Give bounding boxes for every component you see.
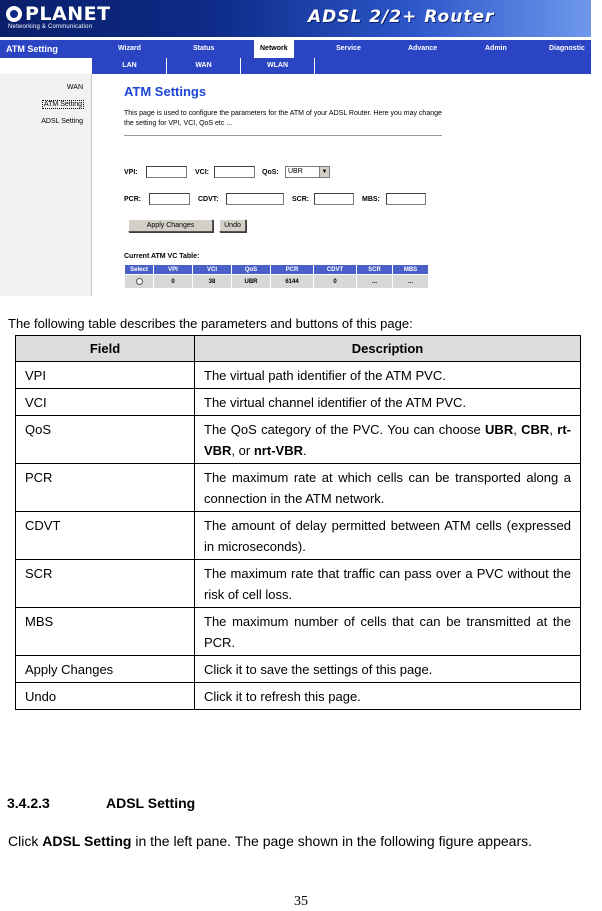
table-row: [16, 464, 581, 512]
vc-select-cell: [125, 275, 154, 289]
page-number: 35: [294, 894, 308, 909]
field-cell: QoS: [16, 416, 195, 464]
vc-vci-cell: 38: [193, 275, 232, 289]
menu-diagnostic[interactable]: Diagnostic: [549, 45, 585, 52]
vc-mbs-cell: ...: [393, 275, 429, 289]
qos-option-ubr: UBR: [485, 422, 514, 437]
field-cell: Apply Changes: [16, 656, 195, 683]
vc-table-header: [125, 265, 429, 275]
field-cell: VCI: [16, 389, 195, 416]
vc-table-title: Current ATM VC Table:: [124, 253, 200, 260]
menu-wizard[interactable]: Wizard: [118, 45, 141, 52]
vc-table: [124, 264, 429, 289]
table-row: [16, 560, 581, 608]
current-page-label: ATM Setting: [6, 44, 58, 54]
field-cell: CDVT: [16, 512, 195, 560]
table-row: [16, 362, 581, 389]
vc-pcr-cell: 6144: [271, 275, 314, 289]
qos-option-nrt-vbr: nrt-VBR: [253, 443, 303, 458]
table-row: [16, 608, 581, 656]
menu-status[interactable]: Status: [193, 45, 215, 52]
select-radio[interactable]: [136, 278, 143, 285]
vc-header-select: Select: [125, 265, 154, 275]
router-banner: [0, 0, 591, 37]
vpi-label: VPI:: [124, 169, 138, 176]
vc-header-qos: QoS: [232, 265, 271, 275]
body-emphasis: ADSL Setting: [42, 833, 132, 849]
section-number: 3.4.2.3: [7, 795, 50, 811]
qos-option-rt-vbr: rt-VBR: [204, 422, 571, 458]
description-cell: Click it to refresh this page.: [195, 683, 581, 710]
field-cell: Undo: [16, 683, 195, 710]
vc-header-mbs: MBS: [393, 265, 429, 275]
field-cell: PCR: [16, 464, 195, 512]
main-menu: [0, 40, 591, 58]
submenu-wan[interactable]: WAN: [167, 58, 241, 74]
planet-logo-icon: [6, 6, 22, 22]
scr-input[interactable]: [314, 193, 354, 205]
cdvt-label: CDVT:: [198, 196, 219, 203]
chevron-down-icon[interactable]: ▼: [319, 167, 329, 177]
cdvt-input[interactable]: [226, 193, 284, 205]
logo-tagline: Networking & Communication: [8, 24, 93, 30]
page-title: ATM Settings: [124, 84, 207, 99]
table-intro: The following table describes the parameters and buttons of this page:: [8, 316, 413, 331]
qos-label: QoS:: [262, 169, 279, 176]
page-description: This page is used to configure the parameters for the ATM of your ADSL Router. Here you may change the setting for VPI, VCI, QoS etc ...: [124, 110, 442, 127]
vci-input[interactable]: [214, 166, 255, 178]
vc-header-scr: SCR: [357, 265, 393, 275]
description-header: Description: [195, 336, 581, 362]
table-row: [16, 656, 581, 683]
vc-scr-cell: ...: [357, 275, 393, 289]
menu-service[interactable]: Service: [336, 45, 361, 52]
sidebar-item-adsl-setting[interactable]: ADSL Setting: [41, 118, 83, 125]
table-row: [16, 389, 581, 416]
submenu-wlan[interactable]: WLAN: [241, 58, 315, 74]
description-cell: The maximum rate at which cells can be transported along a connection in the ATM network.: [195, 464, 581, 512]
vpi-input[interactable]: [146, 166, 187, 178]
field-header: Field: [16, 336, 195, 362]
description-cell: The virtual channel identifier of the ATM PVC.: [195, 389, 581, 416]
pcr-input[interactable]: [149, 193, 190, 205]
description-cell: The QoS category of the PVC. You can choose UBR, CBR, rt-VBR, or nrt-VBR.: [195, 416, 581, 464]
scr-label: SCR:: [292, 196, 310, 203]
pcr-label: PCR:: [124, 196, 142, 203]
description-cell: The maximum number of cells that can be transmitted at the PCR.: [195, 608, 581, 656]
description-cell: Click it to save the settings of this page.: [195, 656, 581, 683]
logo-text: PLANET: [25, 3, 111, 25]
vc-header-vci: VCI: [193, 265, 232, 275]
field-cell: VPI: [16, 362, 195, 389]
vc-qos-cell: UBR: [232, 275, 271, 289]
vc-vpi-cell: 0: [154, 275, 193, 289]
section-title: ADSL Setting: [106, 795, 196, 811]
table-row: [16, 416, 581, 464]
undo-button[interactable]: Undo: [219, 219, 246, 232]
vci-label: VCI:: [195, 169, 209, 176]
qos-select[interactable]: [285, 166, 330, 178]
vc-table-row: [125, 275, 429, 289]
parameters-table: [15, 335, 581, 710]
sidebar-item-atm-setting[interactable]: ATM Setting: [44, 101, 82, 108]
description-cell: The maximum rate that traffic can pass over a PVC without the risk of cell loss.: [195, 560, 581, 608]
sub-menu: [0, 58, 591, 74]
description-cell: The amount of delay permitted between ATM cells (expressed in microseconds).: [195, 512, 581, 560]
vc-header-pcr: PCR: [271, 265, 314, 275]
router-screenshot: [0, 0, 591, 296]
atm-content: [124, 84, 454, 136]
submenu-lan[interactable]: LAN: [93, 58, 167, 74]
description-cell: The virtual path identifier of the ATM PVC.: [195, 362, 581, 389]
mbs-label: MBS:: [362, 196, 380, 203]
field-cell: SCR: [16, 560, 195, 608]
body-paragraph: Click ADSL Setting in the left pane. The page shown in the following figure appears.: [8, 833, 533, 849]
vc-header-cdvt: CDVT: [314, 265, 357, 275]
menu-admin[interactable]: Admin: [485, 45, 507, 52]
product-name: ADSL 2/2+ Router: [308, 7, 495, 27]
menu-advance[interactable]: Advance: [408, 45, 438, 52]
section-heading: [7, 795, 195, 811]
vc-header-vpi: VPI: [154, 265, 193, 275]
qos-option-cbr: CBR: [521, 422, 550, 437]
table-row: [16, 683, 581, 710]
planet-logo: [6, 4, 111, 24]
divider: [124, 135, 442, 136]
apply-changes-button[interactable]: Apply Changes: [128, 219, 213, 232]
field-cell: MBS: [16, 608, 195, 656]
qos-value: UBR: [288, 168, 303, 175]
left-pane: [0, 74, 92, 296]
parameters-header: [16, 336, 581, 362]
vc-cdvt-cell: 0: [314, 275, 357, 289]
mbs-input[interactable]: [386, 193, 426, 205]
sidebar-item-wan[interactable]: WAN: [66, 84, 83, 91]
table-row: [16, 512, 581, 560]
menu-network[interactable]: Network: [254, 40, 294, 58]
